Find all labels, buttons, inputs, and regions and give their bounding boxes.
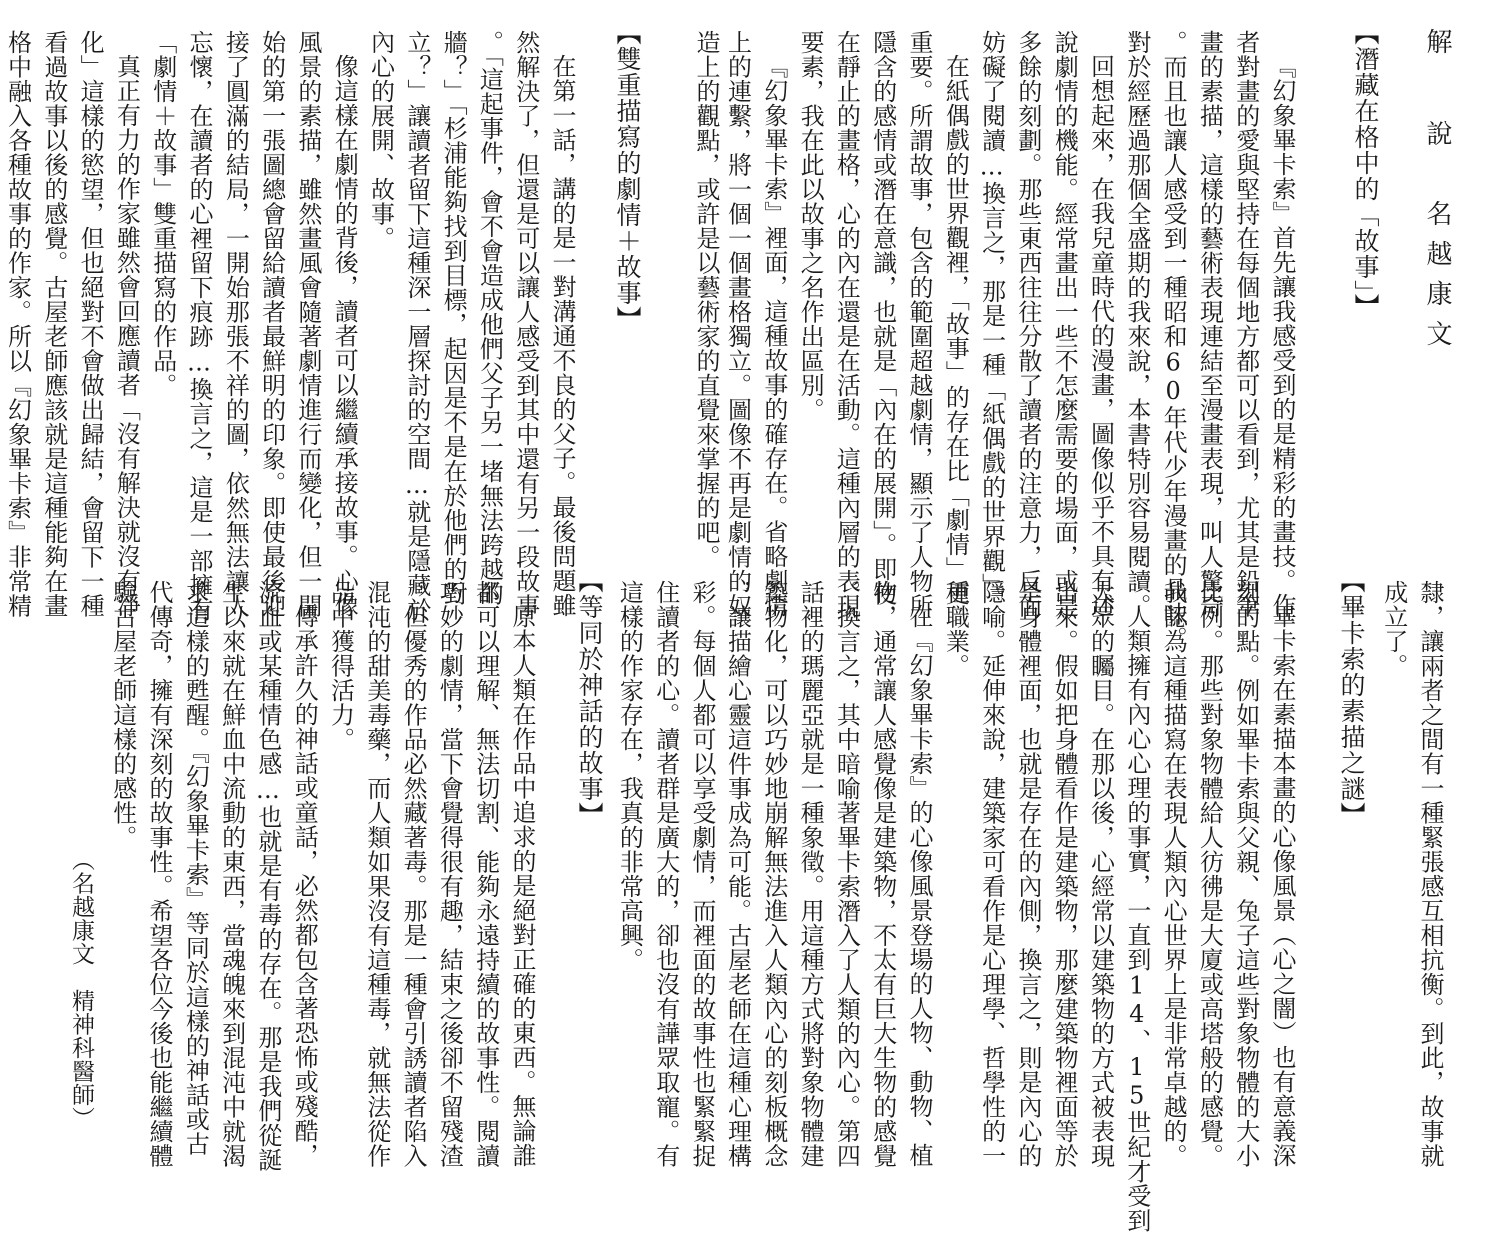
text-line: 出來。假如把身體看作是建築物，那麼建築物裡面等於 [1050, 580, 1079, 1168]
text-line: 隸，讓兩者之間有一種緊張感互相抗衡。到此，故事就 [1416, 580, 1444, 1168]
section-heading-myth-like-story: 【等同於神話的故事】 [575, 568, 604, 828]
text-line: 原本人類在作品中追求的是絕對正確的東西。無論誰 [508, 604, 536, 1168]
text-line: 妨礙了閱讀…換言之，那是一種「紙偶戲的世界觀」。 [977, 30, 1006, 610]
text-line: 這樣的作家存在，我真的非常高興。 [615, 580, 644, 972]
text-line: 立？」讓讀者留下這種深一層探討的空間…就是隱藏於 [402, 30, 431, 622]
upper-closing-line: 造上的觀點，或許是以藝術家的直覺來掌握的吧。 [692, 30, 720, 569]
text-line: 回想起來，在我兒童時代的漫畫，圖像似乎不具有述 [1086, 54, 1115, 618]
text-line: 內心的展開、故事。 [366, 30, 395, 251]
text-line: 住讀者的心。讀者群是廣大的，卻也沒有譁眾取寵。有 [651, 580, 680, 1168]
text-line: 是身體裡面，也就是存在的內側，換言之，則是內心的 [1013, 580, 1042, 1168]
text-line: 忘懷，在讀者的心裡留下痕跡…換言之，這是一部擁有 [185, 30, 213, 622]
text-line: 在紙偶戲的世界觀裡，「故事」的存在比「劇情」更 [941, 54, 970, 606]
text-line: 要素，我在此以故事之名作出區別。 [796, 30, 825, 422]
text-line: 在第一話，講的是一對溝通不良的父子。最後問題雖 [548, 54, 576, 618]
text-line: 始的第一張圖總會留給讀者最鮮明的印象。即使最後迎 [257, 30, 286, 618]
text-line: 然解決了，但還是可以讓人感受到其中還有另一段故事 [511, 30, 540, 618]
text-line: 品中獲得活力。 [326, 580, 355, 752]
text-line: 都可以理解、無法切割、能夠永遠持續的故事性。閱讀 [471, 580, 500, 1168]
section-heading-picasso-sketch: 【畢卡索的素描之謎】 [1337, 568, 1366, 828]
text-line: 生以來就在鮮血中流動的東西，當魂魄來到混沌中就渴 [217, 580, 246, 1168]
text-line: 像這樣在劇情的背後，讀者可以繼續承接故事。心像 [330, 54, 359, 618]
text-line: 隱喻。延伸來說，建築家可看作是心理學、哲學性的一 [977, 580, 1006, 1168]
text-line: 化」這樣的慾望，但也絕對不會做出歸結，會留下一種 [76, 30, 105, 618]
text-line: 。「這起事件，會不會造成他們父子另一堵無法跨越的 [475, 30, 504, 606]
text-line: 接了圓滿的結局，一開始那張不祥的圖，依然無法讓人 [221, 30, 250, 618]
text-line: 「劇情＋故事」雙重描寫的作品。 [148, 30, 177, 398]
text-line: 巧妙的劇情，當下會覺得很有趣，結束之後卻不留殘渣 [435, 580, 464, 1168]
text-line: 。而且也讓人感受到一種昭和60年代少年漫畫的品味。 [1159, 30, 1188, 651]
text-line: 比例。那些對象物體給人彷彿是大廈或高塔般的感覺。 [1195, 580, 1224, 1168]
text-line: 看過故事以後的感覺。古屋老師應該就是這種能夠在畫 [39, 30, 68, 618]
text-line: 『幻象畢卡索』裡面，這種故事的確存在。省略劇情 [759, 54, 788, 618]
text-line: 。換言之，其中暗喻著畢卡索潛入了人類的內心。第四 [832, 580, 861, 1168]
text-line: 重要。所謂故事，包含的範圍超越劇情，顯示了人物所 [905, 30, 933, 618]
text-line: 上的連繫，將一個一個畫格獨立。圖像不再是劇情的奴 [723, 30, 752, 618]
text-line: 傳承許久的神話或童話，必然都包含著恐怖或殘酷， [290, 604, 319, 1168]
text-line: 驗古屋老師這樣的感性。 [108, 580, 137, 850]
text-line: 風景的素描，雖然畫風會隨著劇情進行而變化，但一開 [293, 30, 322, 618]
text-line: 在靜止的畫格，心的內在還是在活動。這種內層的表現 [832, 30, 861, 618]
text-line: 求這樣的甦醒。『幻象畢卡索』等同於這樣的神話或古 [181, 580, 210, 1156]
text-line: 在『幻象畢卡索』的心像風景登場的人物、動物、植 [905, 604, 933, 1168]
text-line: 種職業。 [941, 580, 970, 678]
text-line: 說劇情的機能。經常畫出一些不怎麼需要的場面，或是 [1050, 30, 1079, 618]
text-line: 混沌的甜美毒藥，而人類如果沒有這種毒，就無法從作 [362, 580, 391, 1168]
text-line: 築物化，可以巧妙地崩解無法進入人類內心的刻板概念 [759, 580, 788, 1168]
text-line: 畫的素描，這樣的藝術表現連結至漫畫表現，叫人驚奇 [1195, 30, 1224, 618]
author-name: 名越康文 [1422, 200, 1452, 360]
text-line: 『幻象畢卡索』首先讓我感受到的是精彩的畫技。作 [1268, 54, 1296, 618]
text-line: 隱含的感情或潛在意識，也就是「內在的展開」。即使 [868, 30, 897, 606]
text-line: 真正有力的作家雖然會回應讀者「沒有解決就沒有淨 [112, 54, 141, 618]
text-line: 物，通常讓人感覺像是建築物，不太有巨大生物的感覺 [868, 580, 897, 1168]
text-line: ，讓描繪心靈這件事成為可能。古屋老師在這種心理構 [723, 580, 752, 1168]
text-line: 多餘的刻劃。那些東西往往分散了讀者的注意力，反而 [1013, 30, 1042, 618]
text-line: 牆？」「杉浦能夠找到目標，起因是不是在於他們的對 [439, 30, 468, 606]
article-title: 解 說 [1422, 28, 1452, 166]
text-line: 彩。每個人都可以享受劇情，而裡面的故事性也緊緊捉 [688, 580, 716, 1168]
text-line: 。但優秀的作品必然藏著毒。那是一種會引誘讀者陷入 [399, 580, 428, 1168]
text-line: 格中融入各種故事的作家。所以『幻象畢卡索』非常精 [3, 30, 32, 618]
section-heading-dual-depiction: 【雙重描寫的劇情＋故事】 [613, 20, 642, 332]
text-line: 對於經歷過那個全盛期的我來說，本書特別容易閱讀。 [1122, 30, 1151, 618]
text-line: 代傳奇，擁有深刻的故事性。希望各位今後也能繼續體 [145, 580, 173, 1168]
text-line: 刻的點。例如畢卡索與父親、兔子這些對象物體的大小 [1231, 580, 1260, 1168]
text-line: 者對畫的愛與堅持在每個地方都可以看到，尤其是鉛筆 [1231, 30, 1260, 618]
author-signature: （名越康文 精神科醫師） [68, 848, 94, 1130]
text-line: 話裡的瑪麗亞就是一種象徵。用這種方式將對象物體建 [796, 580, 825, 1168]
text-line: 成立了。 [1379, 580, 1408, 678]
text-line: 我認為這種描寫在表現人類內心世界上是非常卓越的。 [1159, 580, 1188, 1168]
section-heading-hidden-story: 【潛藏在格中的「故事」】 [1351, 20, 1380, 320]
text-line: 畢卡索在素描本畫的心像風景（心之闇）也有意義深 [1268, 604, 1296, 1168]
text-line: 人類擁有內心心理的事實，一直到14、15世紀才受到 [1122, 604, 1151, 1233]
text-line: 流血或某種情色感…也就是有毒的存在。那是我們從誕 [253, 580, 282, 1172]
text-line: 大眾的矚目。在那以後，心經常以建築物的方式被表現 [1086, 580, 1115, 1168]
